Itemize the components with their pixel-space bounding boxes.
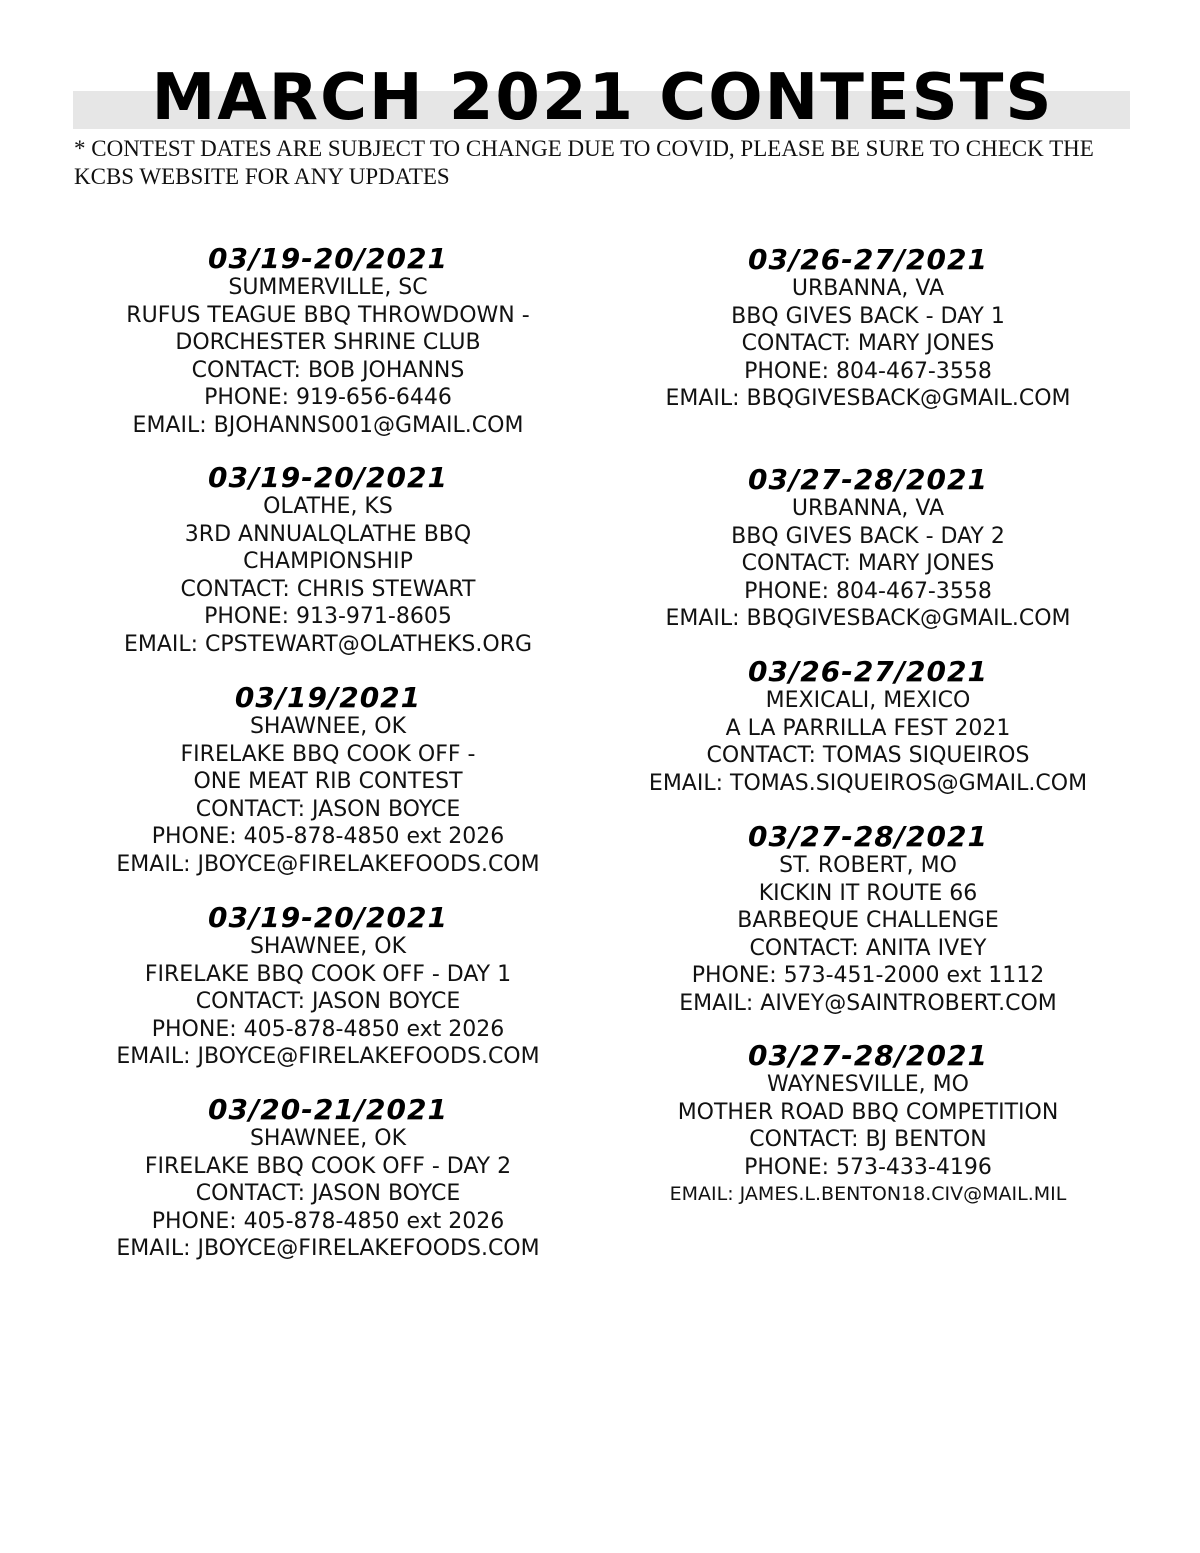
- event-contact: CONTACT: MARY JONES: [741, 551, 995, 576]
- event-contact: CONTACT: JASON BOYCE: [195, 796, 461, 822]
- event-date: 03/27-28/2021: [748, 1039, 988, 1072]
- event-contact: CONTACT: BJ BENTON: [749, 1127, 987, 1152]
- event-waynesville: [670, 1041, 1067, 1209]
- event-location: MEXICALI, MEXICO: [765, 688, 971, 713]
- event-location: OLATHE, KS: [263, 494, 393, 519]
- event-st-robert: [679, 822, 1057, 1017]
- event-date: 03/26-27/2021: [748, 243, 988, 276]
- event-date: 03/19-20/2021: [208, 461, 448, 494]
- event-shawnee-rib: [116, 683, 539, 878]
- event-date: 03/27-28/2021: [748, 820, 988, 853]
- event-date: 03/19-20/2021: [208, 242, 448, 275]
- event-name: DORCHESTER SHRINE CLUB: [175, 330, 481, 355]
- event-email: EMAIL: JBOYCE@FIRELAKEFOODS.COM: [116, 1236, 540, 1261]
- event-phone: PHONE: 913-971-8605: [204, 604, 452, 629]
- event-name: 3RD ANNUALQLATHE BBQ: [184, 521, 472, 547]
- event-email: EMAIL: JBOYCE@FIRELAKEFOODS.COM: [116, 1044, 540, 1069]
- event-name: CHAMPIONSHIP: [243, 549, 413, 574]
- event-phone: PHONE: 573-451-2000 ext 1112: [691, 963, 1045, 988]
- event-urbanna-day1: [665, 245, 1070, 413]
- event-date: 03/20-21/2021: [208, 1093, 448, 1126]
- event-date: 03/27-28/2021: [748, 463, 988, 496]
- event-name: BARBEQUE CHALLENGE: [737, 908, 999, 933]
- event-name: BBQ GIVES BACK - DAY 2: [731, 523, 1005, 549]
- event-name: FIRELAKE BBQ COOK OFF -: [180, 741, 476, 767]
- event-location: WAYNESVILLE, MO: [767, 1072, 969, 1097]
- page-title: MARCH 2021 CONTESTS: [151, 61, 1054, 135]
- covid-notice: * CONTEST DATES ARE SUBJECT TO CHANGE DUE TO COVID, PLEASE BE SURE TO CHECK THE KCBS WEBSITE FOR ANY UPDATES: [74, 136, 1094, 189]
- event-name: MOTHER ROAD BBQ COMPETITION: [677, 1099, 1059, 1125]
- event-date: 03/19/2021: [234, 681, 422, 714]
- event-urbanna-day2: [665, 465, 1070, 633]
- event-email: EMAIL: BJOHANNS001@GMAIL.COM: [132, 412, 524, 438]
- event-phone: PHONE: 405-878-4850 ext 2026: [151, 1016, 505, 1042]
- event-date: 03/19-20/2021: [208, 901, 448, 934]
- event-name: ONE MEAT RIB CONTEST: [193, 769, 463, 794]
- event-location: URBANNA, VA: [791, 496, 945, 521]
- event-contact: CONTACT: TOMAS SIQUEIROS: [706, 743, 1030, 768]
- event-contact: CONTACT: JASON BOYCE: [195, 989, 461, 1014]
- event-location: SUMMERVILLE, SC: [228, 275, 428, 300]
- event-email: EMAIL: CPSTEWART@OLATHEKS.ORG: [123, 631, 533, 657]
- event-email: EMAIL: BBQGIVESBACK@GMAIL.COM: [665, 606, 1071, 631]
- event-email: EMAIL: AIVEY@SAINTROBERT.COM: [679, 990, 1057, 1016]
- event-location: URBANNA, VA: [791, 276, 945, 301]
- event-contact: CONTACT: ANITA IVEY: [749, 935, 987, 961]
- event-summerville: [126, 244, 529, 439]
- event-location: SHAWNEE, OK: [249, 714, 407, 739]
- event-phone: PHONE: 804-467-3558: [744, 358, 992, 384]
- event-location: SHAWNEE, OK: [249, 934, 407, 959]
- event-name: A LA PARRILLA FEST 2021: [725, 715, 1011, 741]
- event-date: 03/26-27/2021: [748, 655, 988, 688]
- event-email: EMAIL: JBOYCE@FIRELAKEFOODS.COM: [116, 851, 540, 877]
- event-email: EMAIL: BBQGIVESBACK@GMAIL.COM: [665, 386, 1071, 411]
- event-contact: CONTACT: MARY JONES: [741, 331, 995, 356]
- event-name: KICKIN IT ROUTE 66: [758, 880, 978, 906]
- event-shawnee-day1: [116, 903, 539, 1071]
- event-phone: PHONE: 804-467-3558: [744, 578, 992, 604]
- event-location: SHAWNEE, OK: [249, 1126, 407, 1151]
- event-phone: PHONE: 405-878-4850 ext 2026: [151, 824, 505, 849]
- event-location: ST. ROBERT, MO: [779, 853, 957, 878]
- event-mexicali: [649, 657, 1087, 797]
- event-contact: CONTACT: CHRIS STEWART: [180, 576, 476, 602]
- event-name: BBQ GIVES BACK - DAY 1: [731, 303, 1005, 329]
- event-name: FIRELAKE BBQ COOK OFF - DAY 1: [144, 961, 512, 987]
- event-contact: CONTACT: JASON BOYCE: [195, 1181, 461, 1206]
- event-phone: PHONE: 405-878-4850 ext 2026: [151, 1208, 505, 1234]
- event-email: EMAIL: JAMES.L.BENTON18.CIV@MAIL.MIL: [669, 1183, 1067, 1205]
- event-phone: PHONE: 573-433-4196: [744, 1154, 992, 1180]
- event-shawnee-day2: [116, 1095, 539, 1263]
- event-name: RUFUS TEAGUE BBQ THROWDOWN -: [126, 302, 530, 328]
- event-phone: PHONE: 919-656-6446: [204, 385, 452, 410]
- event-olathe: [124, 463, 532, 658]
- event-name: FIRELAKE BBQ COOK OFF - DAY 2: [144, 1153, 512, 1179]
- event-contact: CONTACT: BOB JOHANNS: [191, 357, 465, 383]
- event-email: EMAIL: TOMAS.SIQUEIROS@GMAIL.COM: [648, 770, 1088, 796]
